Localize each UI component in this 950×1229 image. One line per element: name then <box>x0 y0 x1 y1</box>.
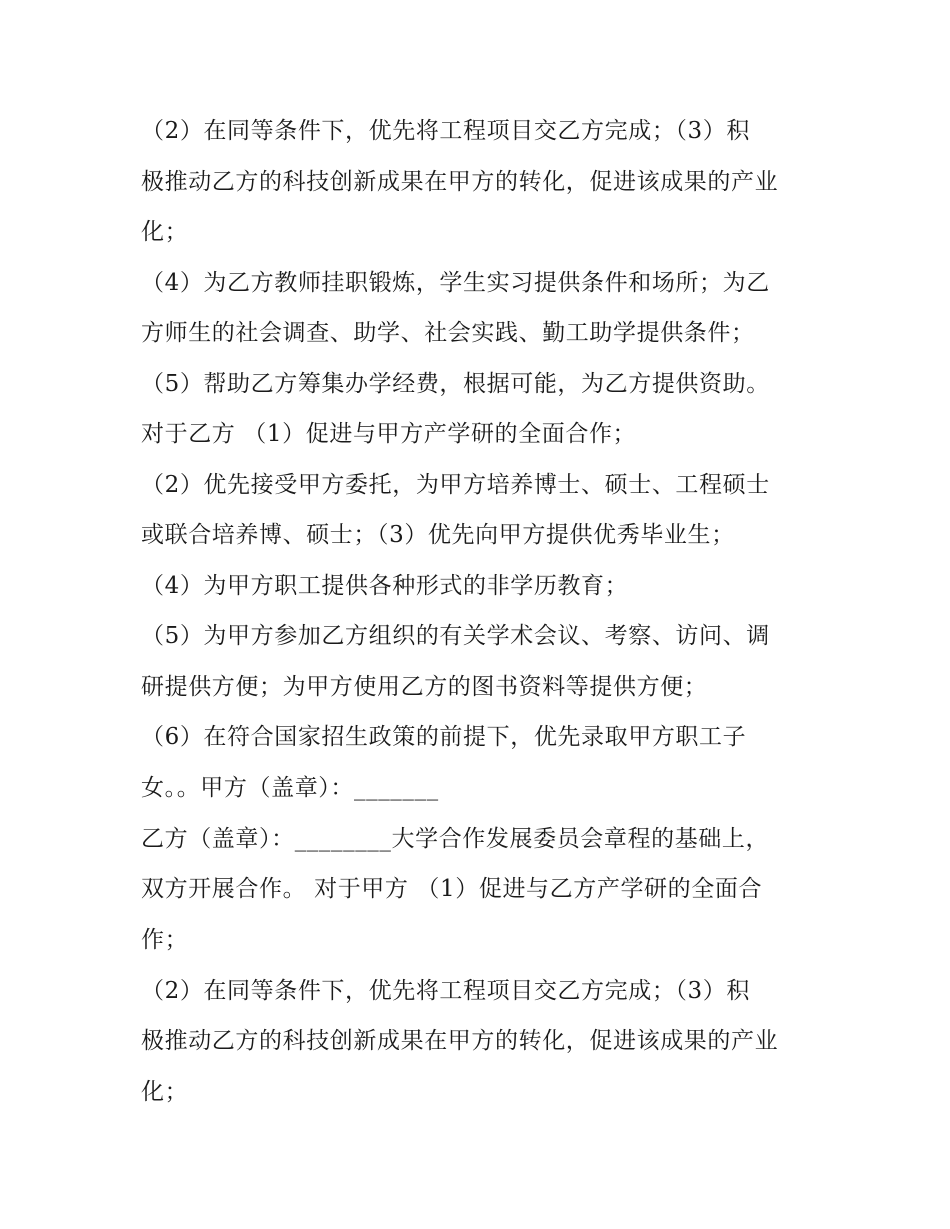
text-line: 对于乙方 （1）促进与甲方产学研的全面合作； <box>141 421 637 447</box>
text-line: （2）在同等条件下，优先将工程项目交乙方完成；（3）积 <box>141 978 750 1004</box>
text-line: 化； <box>141 219 189 245</box>
text-line: （5）帮助乙方筹集办学经费，根据可能，为乙方提供资助。 <box>141 371 770 397</box>
text-line: （4）为甲方职工提供各种形式的非学历教育； <box>141 573 629 599</box>
text-line: 极推动乙方的科技创新成果在甲方的转化，促进该成果的产业 <box>141 1028 779 1054</box>
text-line: 双方开展合作。 对于甲方 （1）促进与乙方产学研的全面合 <box>141 876 763 902</box>
text-line: （2）在同等条件下，优先将工程项目交乙方完成；（3）积 <box>141 118 750 144</box>
text-line: 或联合培养博、硕士；（3）优先向甲方提供优秀毕业生； <box>141 522 735 548</box>
text-line: 研提供方便；为甲方使用乙方的图书资料等提供方便； <box>141 674 708 700</box>
text-line: 极推动乙方的科技创新成果在甲方的转化，促进该成果的产业 <box>141 169 779 195</box>
text-line: 化； <box>141 1079 189 1105</box>
text-line: （2）优先接受甲方委托，为甲方培养博士、硕士、工程硕士 <box>141 472 770 498</box>
text-line: （6）在符合国家招生政策的前提下，优先录取甲方职工子 <box>141 724 747 750</box>
text-line: （5）为甲方参加乙方组织的有关学术会议、考察、访问、调 <box>141 623 770 649</box>
text-line: 方师生的社会调查、助学、社会实践、勤工助学提供条件； <box>141 320 755 346</box>
text-line: 作； <box>141 927 189 953</box>
text-line: 乙方（盖章）：________大学合作发展委员会章程的基础上， <box>141 826 770 852</box>
text-line: 女。。甲方（盖章）：_______ <box>141 775 439 801</box>
text-line: （4）为乙方教师挂职锻炼，学生实习提供条件和场所；为乙 <box>141 270 770 296</box>
